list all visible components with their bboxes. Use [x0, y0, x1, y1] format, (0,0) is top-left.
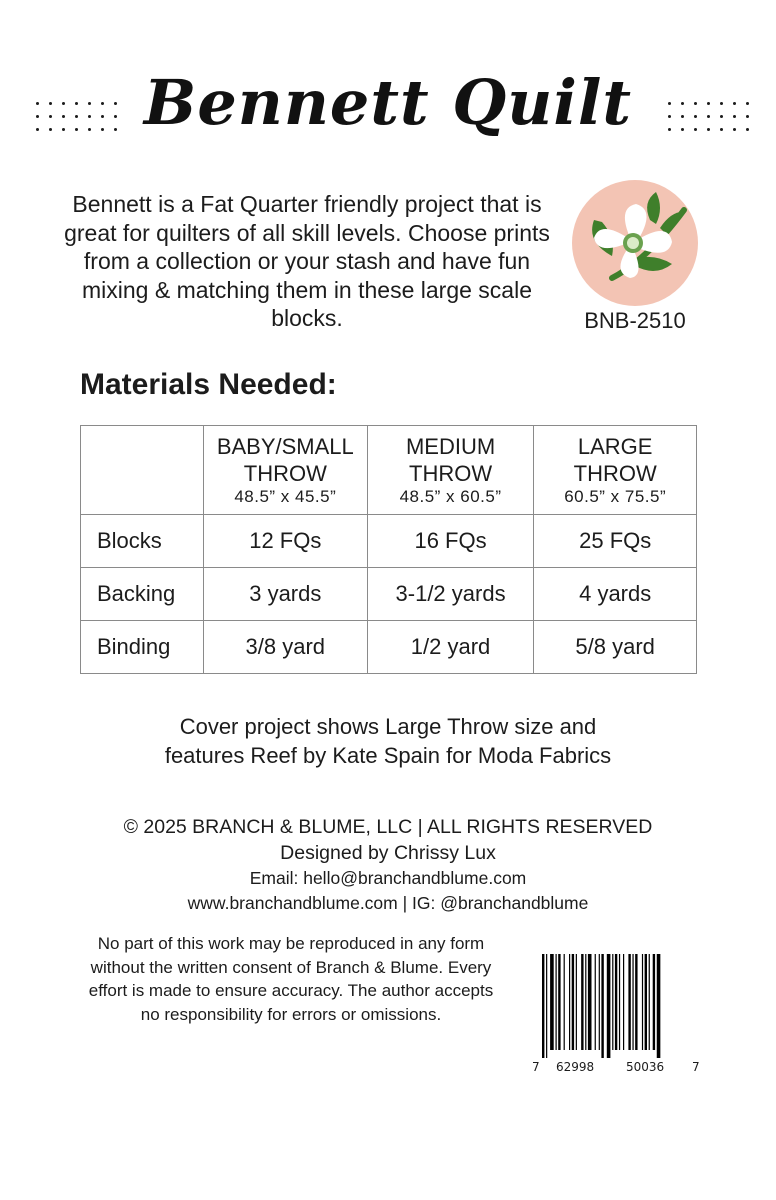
barcode-bar	[657, 954, 661, 1058]
barcode-bar	[632, 954, 633, 1050]
barcode-bar	[612, 954, 613, 1050]
barcode	[530, 950, 702, 1078]
barcode-bar	[635, 954, 637, 1050]
barcode-bar	[623, 954, 624, 1050]
pattern-code: BNB-2510	[584, 308, 686, 333]
cover-note-line1: Cover project shows Large Throw size and	[179, 714, 597, 739]
table-corner-cell	[81, 426, 204, 515]
barcode-bar	[542, 954, 544, 1058]
column-name-line2: THROW	[573, 461, 657, 486]
barcode-bar	[581, 954, 583, 1050]
barcode-bar	[572, 954, 574, 1050]
barcode-bar	[569, 954, 570, 1050]
barcode-bar	[619, 954, 620, 1050]
barcode-left-digits: 62998	[556, 1060, 595, 1074]
table-cell: 16 FQs	[367, 515, 534, 568]
barcode-bar	[564, 954, 565, 1050]
legal-notice: No part of this work may be reproduced in any form without the written consent of Branch & Blume. Every effort is made to ensure accuracy. The author accepts no responsibility for errors or omissions.	[88, 934, 494, 1024]
row-label: Blocks	[81, 515, 204, 568]
barcode-check-digit: 7	[692, 1060, 700, 1074]
barcode-bar	[645, 954, 647, 1050]
table-row	[81, 621, 697, 674]
row-label: Backing	[81, 568, 204, 621]
column-size: 48.5” x 60.5”	[399, 487, 502, 506]
email-line: Email: hello@branchandblume.com	[249, 868, 527, 888]
barcode-bar	[595, 954, 596, 1050]
intro-paragraph: Bennett is a Fat Quarter friendly project that is great for quilters of all skill levels. Choose prints from a collection or your stash and have fun mixing & matching them in these large scale blocks.	[64, 191, 550, 331]
barcode-bar	[550, 954, 554, 1050]
barcode-bar	[653, 954, 655, 1050]
column-header	[203, 426, 367, 515]
copyright-line: © 2025 BRANCH & BLUME, LLC | ALL RIGHTS RESERVED	[123, 816, 653, 838]
table-row	[81, 568, 697, 621]
barcode-bar	[601, 954, 603, 1058]
barcode-bar	[642, 954, 643, 1050]
barcode-bar	[649, 954, 650, 1050]
barcode-bar	[556, 954, 557, 1050]
table-cell: 3 yards	[203, 568, 367, 621]
barcode-bar	[628, 954, 630, 1050]
table-header-row	[81, 426, 697, 515]
row-label: Binding	[81, 621, 204, 674]
materials-table	[80, 425, 697, 674]
table-cell: 25 FQs	[534, 515, 697, 568]
table-cell: 3/8 yard	[203, 621, 367, 674]
barcode-bar	[585, 954, 586, 1050]
barcode-bar	[588, 954, 592, 1050]
column-name-line2: THROW	[243, 461, 327, 486]
credits-block	[0, 814, 776, 916]
column-name-line1: MEDIUM	[405, 434, 496, 459]
column-size: 48.5” x 45.5”	[234, 487, 337, 506]
column-size: 60.5” x 75.5”	[564, 487, 667, 506]
barcode-bar	[607, 954, 611, 1058]
table-cell: 5/8 yard	[534, 621, 697, 674]
pattern-title: Bennett Quilt	[143, 66, 633, 139]
designer-line: Designed by Chrissy Lux	[280, 842, 496, 864]
web-line: www.branchandblume.com | IG: @branchandblume	[187, 893, 589, 913]
cover-note-line2: features Reef by Kate Spain for Moda Fabrics	[164, 743, 612, 768]
table-cell: 1/2 yard	[367, 621, 534, 674]
barcode-first-digit: 7	[532, 1060, 540, 1074]
table-row	[81, 515, 697, 568]
column-name-line1: LARGE	[577, 434, 653, 459]
barcode-bar	[599, 954, 600, 1050]
barcode-bar	[576, 954, 577, 1050]
column-name-line1: BABY/SMALL	[216, 434, 354, 459]
dogwood-flower-icon	[572, 180, 698, 306]
barcode-bar	[546, 954, 547, 1058]
barcode-right-digits: 50036	[626, 1060, 665, 1074]
table-cell: 12 FQs	[203, 515, 367, 568]
barcode-bar	[615, 954, 617, 1050]
table-cell: 3-1/2 yards	[367, 568, 534, 621]
column-name-line2: THROW	[409, 461, 493, 486]
barcode-bar	[558, 954, 560, 1050]
materials-heading: Materials Needed:	[80, 368, 337, 401]
table-cell: 4 yards	[534, 568, 697, 621]
column-header	[367, 426, 534, 515]
column-header	[534, 426, 697, 515]
cover-note	[0, 712, 776, 770]
